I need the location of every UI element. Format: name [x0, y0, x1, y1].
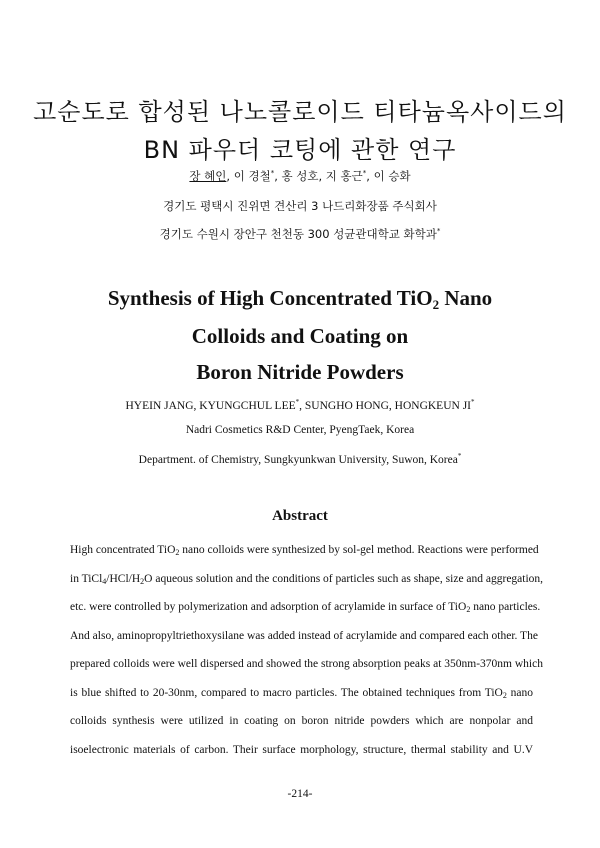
korean-title-line-2: BN 파우더 코팅에 관한 연구 — [143, 136, 457, 164]
english-title-line-2: Colloids and Coating on — [191, 324, 409, 348]
abstract-body — [70, 536, 544, 764]
korean-first-author: 장 혜인 — [189, 169, 227, 183]
page-number: -214- — [287, 788, 313, 800]
abstract-line-5: prepared colloids were well dispersed and showed the strong absorption peaks at 350nm-370nm which — [70, 658, 543, 670]
abstract-heading: Abstract — [272, 508, 328, 524]
abstract-line-4: And also, aminopropyltriethoxysilane was added instead of acrylamide and compared each other. The — [70, 629, 538, 642]
english-authors: HYEIN JANG, KYUNGCHUL LEE*, SUNGHO HONG, HONGKEUN JI* — [125, 398, 475, 412]
korean-affiliation-2: 경기도 수원시 장안구 천천동 300 성균관대학교 화학과* — [159, 227, 441, 241]
abstract-line-2: in $TiCl_4/HCl/H_2O$ aqueous solution and the conditions of particles such as shape, size and aggregation, — [70, 572, 544, 586]
english-title-line-1: Synthesis of High Concentrated TiO$_2$ Nano — [107, 286, 493, 312]
english-affiliation-2: Department. of Chemistry, Sungkyunkwan University, Suwon, Korea* — [138, 452, 462, 466]
korean-authors: 장 혜인, 이 경철*, 홍 성호, 지 홍근*, 이 승화 — [189, 169, 411, 183]
abstract-line-3: etc. were controlled by polymerization and adsorption of acrylamide in surface of TiO$_2$ nano particles. — [70, 601, 541, 614]
abstract-line-8: isoelectronic materials of carbon. Their surface morphology, structure, thermal stability and U.V — [70, 743, 533, 756]
english-affiliation-1: Nadri Cosmetics R&D Center, PyengTaek, Korea — [185, 424, 415, 436]
abstract-line-6: is blue shifted to 20-30nm, compared to macro particles. The obtained techniques from TiO$_2$ nano — [70, 686, 533, 700]
abstract-line-1: High concentrated TiO$_2$ nano colloids were synthesized by sol-gel method. Reactions were performed — [70, 544, 539, 557]
korean-affiliation-1: 경기도 평택시 진위면 견산리 3 나드리화장품 주식회사 — [163, 199, 437, 213]
english-title-line-3: Boron Nitride Powders — [196, 360, 404, 384]
korean-title-line-1: 고순도로 합성된 나노콜로이드 티타늄옥사이드의 — [33, 98, 567, 126]
abstract-line-7: colloids synthesis were utilized in coating on boron nitride powders which are nonpolar and — [70, 715, 533, 727]
